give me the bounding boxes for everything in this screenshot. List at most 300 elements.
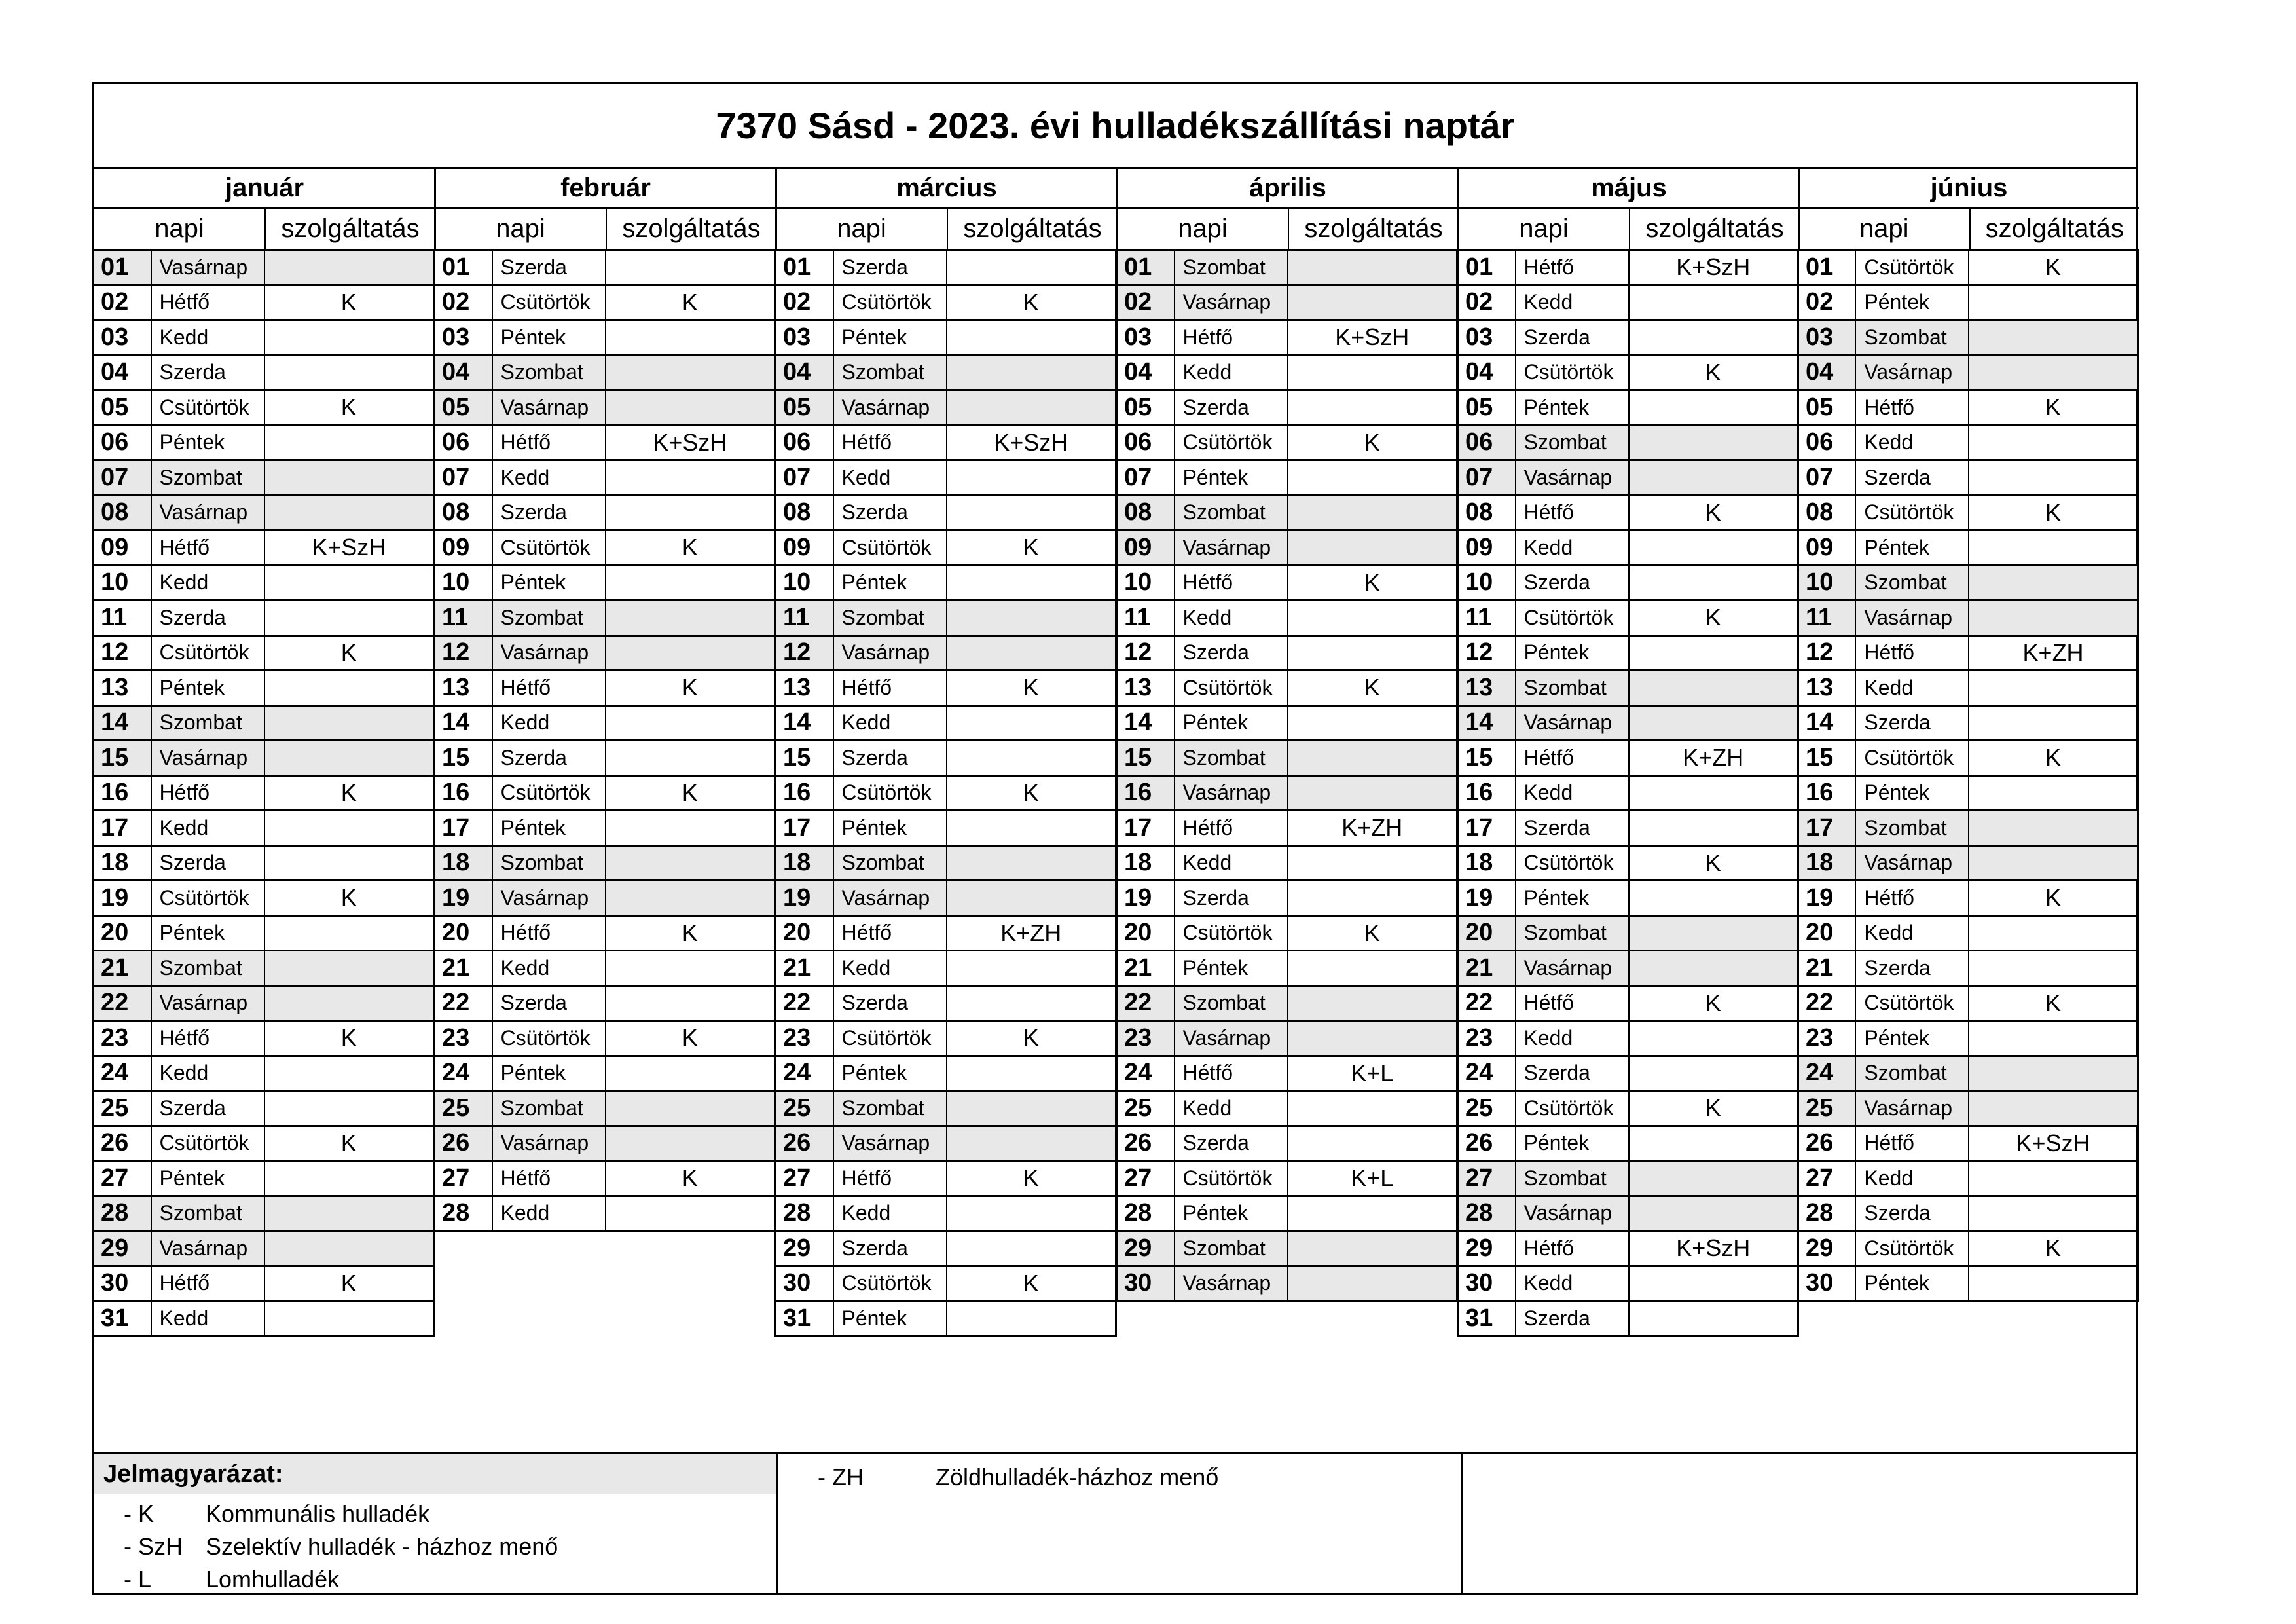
table-row xyxy=(94,1197,433,1232)
service-code xyxy=(1288,461,1456,494)
table-row xyxy=(1118,601,1456,637)
weekday-name: Péntek xyxy=(834,811,947,845)
day-number: 31 xyxy=(94,1302,152,1335)
table-row xyxy=(1799,811,2137,847)
day-number: 12 xyxy=(94,637,152,670)
day-number: 17 xyxy=(435,811,493,845)
day-number: 24 xyxy=(776,1057,834,1090)
weekday-name: Szombat xyxy=(152,1197,265,1230)
weekday-name: Szerda xyxy=(834,1232,947,1265)
weekday-name: Csütörtök xyxy=(1856,251,1969,284)
day-number: 03 xyxy=(94,321,152,354)
table-row xyxy=(1118,1022,1456,1057)
table-row xyxy=(435,496,774,532)
table-row xyxy=(94,391,433,426)
service-code xyxy=(1288,1022,1456,1055)
weekday-name: Hétfő xyxy=(1856,881,1969,915)
day-number: 18 xyxy=(1799,847,1856,880)
weekday-name: Csütörtök xyxy=(1516,847,1630,880)
service-code xyxy=(1630,1302,1797,1335)
table-row xyxy=(1799,951,2137,987)
month-separator xyxy=(1116,169,1118,251)
weekday-name: Kedd xyxy=(1516,1022,1630,1055)
day-number: 25 xyxy=(1118,1092,1175,1125)
table-row xyxy=(1459,847,1797,882)
subheader-napi: napi xyxy=(435,209,607,249)
table-row xyxy=(1459,1302,1797,1337)
day-number: 13 xyxy=(435,671,493,705)
day-number: 20 xyxy=(1799,917,1856,950)
day-number: 06 xyxy=(1799,426,1856,460)
service-code xyxy=(265,741,433,775)
day-number: 28 xyxy=(1118,1197,1175,1230)
day-number: 28 xyxy=(435,1197,493,1230)
weekday-name: Szerda xyxy=(493,741,606,775)
weekday-name: Kedd xyxy=(152,321,265,354)
service-code: K xyxy=(682,779,698,806)
weekday-name: Péntek xyxy=(1516,881,1630,915)
service-code xyxy=(947,1232,1115,1265)
day-number: 14 xyxy=(94,707,152,740)
day-number: 13 xyxy=(1799,671,1856,705)
month-column xyxy=(94,169,435,1337)
weekday-name: Hétfő xyxy=(152,777,265,810)
weekday-name: Szombat xyxy=(1175,496,1288,530)
day-number: 22 xyxy=(1799,987,1856,1020)
day-number: 25 xyxy=(776,1092,834,1125)
table-row xyxy=(776,987,1115,1022)
day-number: 18 xyxy=(776,847,834,880)
weekday-name: Kedd xyxy=(834,707,947,740)
weekday-name: Hétfő xyxy=(1516,496,1630,530)
table-row xyxy=(1799,707,2137,742)
day-number: 21 xyxy=(1799,951,1856,985)
service-code: K xyxy=(1023,779,1039,806)
table-row xyxy=(435,286,774,322)
day-number: 19 xyxy=(1118,881,1175,915)
table-row xyxy=(1459,1162,1797,1197)
weekday-name: Szombat xyxy=(493,601,606,635)
weekday-name: Kedd xyxy=(834,461,947,494)
service-code: K xyxy=(1705,604,1721,631)
table-row xyxy=(94,637,433,672)
month-name: január xyxy=(94,169,435,209)
month-separator xyxy=(1457,169,1459,251)
table-row xyxy=(1459,811,1797,847)
month-column xyxy=(1118,169,1458,1302)
service-code xyxy=(1288,286,1456,320)
table-row xyxy=(1459,1022,1797,1057)
service-code xyxy=(1969,426,2137,460)
weekday-name: Szombat xyxy=(1175,741,1288,775)
weekday-name: Hétfő xyxy=(152,1022,265,1055)
day-number: 03 xyxy=(1118,321,1175,354)
weekday-name: Szombat xyxy=(152,951,265,985)
table-row xyxy=(1118,426,1456,462)
weekday-name: Péntek xyxy=(834,1057,947,1090)
table-row xyxy=(94,1267,433,1302)
weekday-name: Szombat xyxy=(834,847,947,880)
legend-column-2 xyxy=(778,1454,1463,1595)
weekday-name: Csütörtök xyxy=(1856,741,1969,775)
table-row xyxy=(1118,566,1456,602)
day-rows xyxy=(1457,251,1799,1337)
table-row xyxy=(776,461,1115,496)
service-code xyxy=(1969,461,2137,494)
table-row xyxy=(94,531,433,566)
day-number: 14 xyxy=(776,707,834,740)
weekday-name: Hétfő xyxy=(1856,391,1969,424)
table-row xyxy=(776,286,1115,322)
day-number: 01 xyxy=(1799,251,1856,284)
service-code: K+ZH xyxy=(1000,919,1062,946)
day-number: 06 xyxy=(1118,426,1175,460)
weekday-name: Szerda xyxy=(152,601,265,635)
weekday-name: Hétfő xyxy=(1175,1057,1288,1090)
table-row xyxy=(776,1267,1115,1302)
weekday-name: Szombat xyxy=(1516,671,1630,705)
table-row xyxy=(1799,461,2137,496)
service-code xyxy=(947,1092,1115,1125)
service-code xyxy=(1630,811,1797,845)
table-row xyxy=(435,321,774,356)
service-code xyxy=(265,461,433,494)
service-code: K xyxy=(1364,674,1380,701)
legend-column-1 xyxy=(94,1454,778,1595)
service-code: K+SzH xyxy=(1676,253,1751,281)
table-row xyxy=(94,881,433,917)
day-number: 23 xyxy=(435,1022,493,1055)
service-code: K+SzH xyxy=(2016,1129,2090,1156)
table-row xyxy=(1459,1127,1797,1162)
day-number: 24 xyxy=(1118,1057,1175,1090)
service-code: K xyxy=(1705,849,1721,876)
day-number: 16 xyxy=(435,777,493,810)
weekday-name: Vasárnap xyxy=(1175,777,1288,810)
weekday-name: Vasárnap xyxy=(834,881,947,915)
weekday-name: Péntek xyxy=(1175,461,1288,494)
weekday-name: Péntek xyxy=(152,671,265,705)
service-code xyxy=(1969,286,2137,320)
table-row xyxy=(776,811,1115,847)
table-row xyxy=(776,426,1115,462)
service-code xyxy=(1969,1162,2137,1195)
table-row xyxy=(435,1092,774,1127)
service-code: K+ZH xyxy=(2022,638,2084,666)
day-rows xyxy=(774,251,1117,1337)
service-code xyxy=(1969,1092,2137,1125)
table-row xyxy=(1118,1057,1456,1092)
weekday-name: Szombat xyxy=(1856,1057,1969,1090)
weekday-name: Szerda xyxy=(1516,566,1630,600)
service-code xyxy=(947,1127,1115,1160)
table-row xyxy=(1118,251,1456,286)
service-code xyxy=(606,496,774,530)
service-code xyxy=(1288,707,1456,740)
service-code xyxy=(1630,917,1797,950)
service-code: K xyxy=(1023,1164,1039,1192)
weekday-name: Szombat xyxy=(1856,811,1969,845)
weekday-name: Szerda xyxy=(1516,321,1630,354)
service-code xyxy=(606,637,774,670)
service-code: K xyxy=(682,288,698,316)
weekday-name: Csütörtök xyxy=(1516,601,1630,635)
legend-column-3 xyxy=(1463,1454,2138,1595)
day-number: 08 xyxy=(94,496,152,530)
table-row xyxy=(435,356,774,392)
table-row xyxy=(435,1162,774,1197)
service-code: K xyxy=(2045,1234,2062,1262)
table-row xyxy=(1799,1162,2137,1197)
day-number: 07 xyxy=(1118,461,1175,494)
table-row xyxy=(435,251,774,286)
table-row xyxy=(1459,461,1797,496)
weekday-name: Szombat xyxy=(152,707,265,740)
day-number: 30 xyxy=(94,1267,152,1301)
weekday-name: Péntek xyxy=(1516,637,1630,670)
table-row xyxy=(1459,1092,1797,1127)
subheader-szolgaltatas: szolgáltatás xyxy=(1645,214,1784,243)
weekday-name: Csütörtök xyxy=(493,777,606,810)
weekday-name: Péntek xyxy=(834,566,947,600)
service-code xyxy=(606,951,774,985)
service-code xyxy=(265,321,433,354)
weekday-name: Szerda xyxy=(1175,637,1288,670)
day-number: 27 xyxy=(776,1162,834,1195)
day-number: 13 xyxy=(1459,671,1516,705)
service-code: K xyxy=(340,779,357,806)
weekday-name: Hétfő xyxy=(834,671,947,705)
day-number: 19 xyxy=(776,881,834,915)
service-code: K xyxy=(1023,1269,1039,1297)
weekday-name: Szerda xyxy=(1856,461,1969,494)
service-code xyxy=(1288,951,1456,985)
table-row xyxy=(94,356,433,392)
weekday-name: Szombat xyxy=(1856,566,1969,600)
day-number: 04 xyxy=(776,356,834,390)
weekday-name: Vasárnap xyxy=(1175,1022,1288,1055)
service-code xyxy=(1969,601,2137,635)
weekday-name: Hétfő xyxy=(1516,1232,1630,1265)
day-number: 13 xyxy=(1118,671,1175,705)
day-number: 16 xyxy=(1459,777,1516,810)
day-number: 26 xyxy=(776,1127,834,1160)
service-code xyxy=(1969,917,2137,950)
service-code xyxy=(606,1092,774,1125)
weekday-name: Péntek xyxy=(1856,1022,1969,1055)
service-code xyxy=(265,847,433,880)
table-row xyxy=(776,391,1115,426)
month-column xyxy=(1459,169,1799,1337)
table-row xyxy=(1118,531,1456,566)
day-number: 06 xyxy=(435,426,493,460)
day-number: 17 xyxy=(776,811,834,845)
weekday-name: Csütörtök xyxy=(152,637,265,670)
weekday-name: Szerda xyxy=(1175,1127,1288,1160)
day-number: 27 xyxy=(1459,1162,1516,1195)
day-number: 26 xyxy=(1118,1127,1175,1160)
table-row xyxy=(1459,951,1797,987)
month-name: június xyxy=(1799,169,2139,209)
weekday-name: Vasárnap xyxy=(1175,1267,1288,1301)
service-code xyxy=(265,671,433,705)
legend xyxy=(94,1452,2136,1595)
service-code: K xyxy=(1364,919,1380,946)
weekday-name: Szerda xyxy=(1516,1057,1630,1090)
month-separator xyxy=(1798,169,1800,251)
day-number: 15 xyxy=(1459,741,1516,775)
day-number: 15 xyxy=(94,741,152,775)
table-row xyxy=(435,741,774,777)
weekday-name: Csütörtök xyxy=(1175,1162,1288,1195)
weekday-name: Szerda xyxy=(493,251,606,284)
legend-item xyxy=(94,1563,776,1596)
day-number: 05 xyxy=(1459,391,1516,424)
legend-item xyxy=(778,1461,1461,1494)
service-code: K xyxy=(2045,989,2062,1016)
weekday-name: Vasárnap xyxy=(1516,1197,1630,1230)
weekday-name: Szombat xyxy=(834,1092,947,1125)
day-number: 28 xyxy=(776,1197,834,1230)
table-row xyxy=(1459,566,1797,602)
table-row xyxy=(1459,251,1797,286)
day-number: 23 xyxy=(1118,1022,1175,1055)
table-row xyxy=(435,566,774,602)
service-code: K xyxy=(1705,989,1721,1016)
day-number: 03 xyxy=(1799,321,1856,354)
service-code xyxy=(947,461,1115,494)
table-row xyxy=(435,531,774,566)
service-code: K xyxy=(2045,394,2062,421)
weekday-name: Szombat xyxy=(1856,321,1969,354)
service-code xyxy=(265,1162,433,1195)
table-row xyxy=(94,461,433,496)
day-number: 09 xyxy=(1799,531,1856,564)
day-number: 01 xyxy=(776,251,834,284)
service-code: K xyxy=(340,394,357,421)
day-number: 26 xyxy=(1459,1127,1516,1160)
weekday-name: Csütörtök xyxy=(1856,1232,1969,1265)
service-code xyxy=(1288,847,1456,880)
weekday-name: Szombat xyxy=(1175,1232,1288,1265)
table-row xyxy=(1799,1022,2137,1057)
table-row xyxy=(94,286,433,322)
day-number: 29 xyxy=(94,1232,152,1265)
weekday-name: Csütörtök xyxy=(493,531,606,564)
service-code: K xyxy=(1705,358,1721,386)
service-code: K+SzH xyxy=(994,428,1068,456)
day-number: 29 xyxy=(1459,1232,1516,1265)
service-code xyxy=(265,707,433,740)
table-row xyxy=(435,1127,774,1162)
month-name: május xyxy=(1459,169,1799,209)
day-number: 06 xyxy=(1459,426,1516,460)
service-code: K xyxy=(2045,253,2062,281)
day-number: 23 xyxy=(776,1022,834,1055)
day-number: 02 xyxy=(435,286,493,320)
table-row xyxy=(435,671,774,707)
weekday-name: Vasárnap xyxy=(834,637,947,670)
column-subheader xyxy=(776,209,1117,251)
day-number: 16 xyxy=(1118,777,1175,810)
service-code xyxy=(1969,811,2137,845)
table-row xyxy=(435,1022,774,1057)
day-number: 15 xyxy=(1799,741,1856,775)
table-row xyxy=(1799,496,2137,532)
weekday-name: Kedd xyxy=(152,1302,265,1335)
day-number: 09 xyxy=(776,531,834,564)
day-number: 08 xyxy=(1118,496,1175,530)
weekday-name: Hétfő xyxy=(1516,741,1630,775)
table-row xyxy=(435,1057,774,1092)
table-row xyxy=(94,601,433,637)
service-code xyxy=(606,391,774,424)
table-row xyxy=(1799,321,2137,356)
day-number: 17 xyxy=(1459,811,1516,845)
service-code xyxy=(1288,1197,1456,1230)
table-row xyxy=(776,531,1115,566)
service-code xyxy=(265,356,433,390)
service-code xyxy=(1630,707,1797,740)
service-code xyxy=(606,461,774,494)
day-number: 23 xyxy=(94,1022,152,1055)
day-number: 18 xyxy=(435,847,493,880)
day-number: 11 xyxy=(94,601,152,635)
table-row xyxy=(1118,286,1456,322)
service-code xyxy=(1288,531,1456,564)
table-row xyxy=(776,601,1115,637)
day-number: 20 xyxy=(94,917,152,950)
weekday-name: Csütörtök xyxy=(1516,356,1630,390)
day-number: 27 xyxy=(1799,1162,1856,1195)
day-number: 20 xyxy=(1118,917,1175,950)
day-number: 09 xyxy=(94,531,152,564)
service-code xyxy=(947,847,1115,880)
service-code xyxy=(1969,1197,2137,1230)
service-code xyxy=(1969,671,2137,705)
legend-code: - SzH xyxy=(124,1533,183,1560)
table-row xyxy=(776,707,1115,742)
table-row xyxy=(1118,496,1456,532)
weekday-name: Hétfő xyxy=(152,1267,265,1301)
day-number: 05 xyxy=(94,391,152,424)
day-number: 17 xyxy=(1118,811,1175,845)
weekday-name: Szerda xyxy=(834,496,947,530)
table-row xyxy=(94,1092,433,1127)
table-row xyxy=(776,847,1115,882)
weekday-name: Péntek xyxy=(1516,391,1630,424)
service-code xyxy=(1969,777,2137,810)
weekday-name: Szombat xyxy=(834,356,947,390)
day-number: 04 xyxy=(94,356,152,390)
legend-title: Jelmagyarázat: xyxy=(94,1454,776,1494)
weekday-name: Péntek xyxy=(1175,951,1288,985)
calendar-frame xyxy=(92,82,2138,1595)
day-number: 02 xyxy=(1118,286,1175,320)
weekday-name: Szerda xyxy=(1856,1197,1969,1230)
weekday-name: Hétfő xyxy=(1175,321,1288,354)
weekday-name: Kedd xyxy=(493,1197,606,1230)
weekday-name: Csütörtök xyxy=(834,531,947,564)
day-number: 03 xyxy=(776,321,834,354)
service-code: K xyxy=(1023,288,1039,316)
day-number: 03 xyxy=(435,321,493,354)
table-row xyxy=(94,426,433,462)
weekday-name: Kedd xyxy=(1175,601,1288,635)
day-number: 11 xyxy=(1118,601,1175,635)
weekday-name: Kedd xyxy=(493,951,606,985)
day-number: 01 xyxy=(435,251,493,284)
